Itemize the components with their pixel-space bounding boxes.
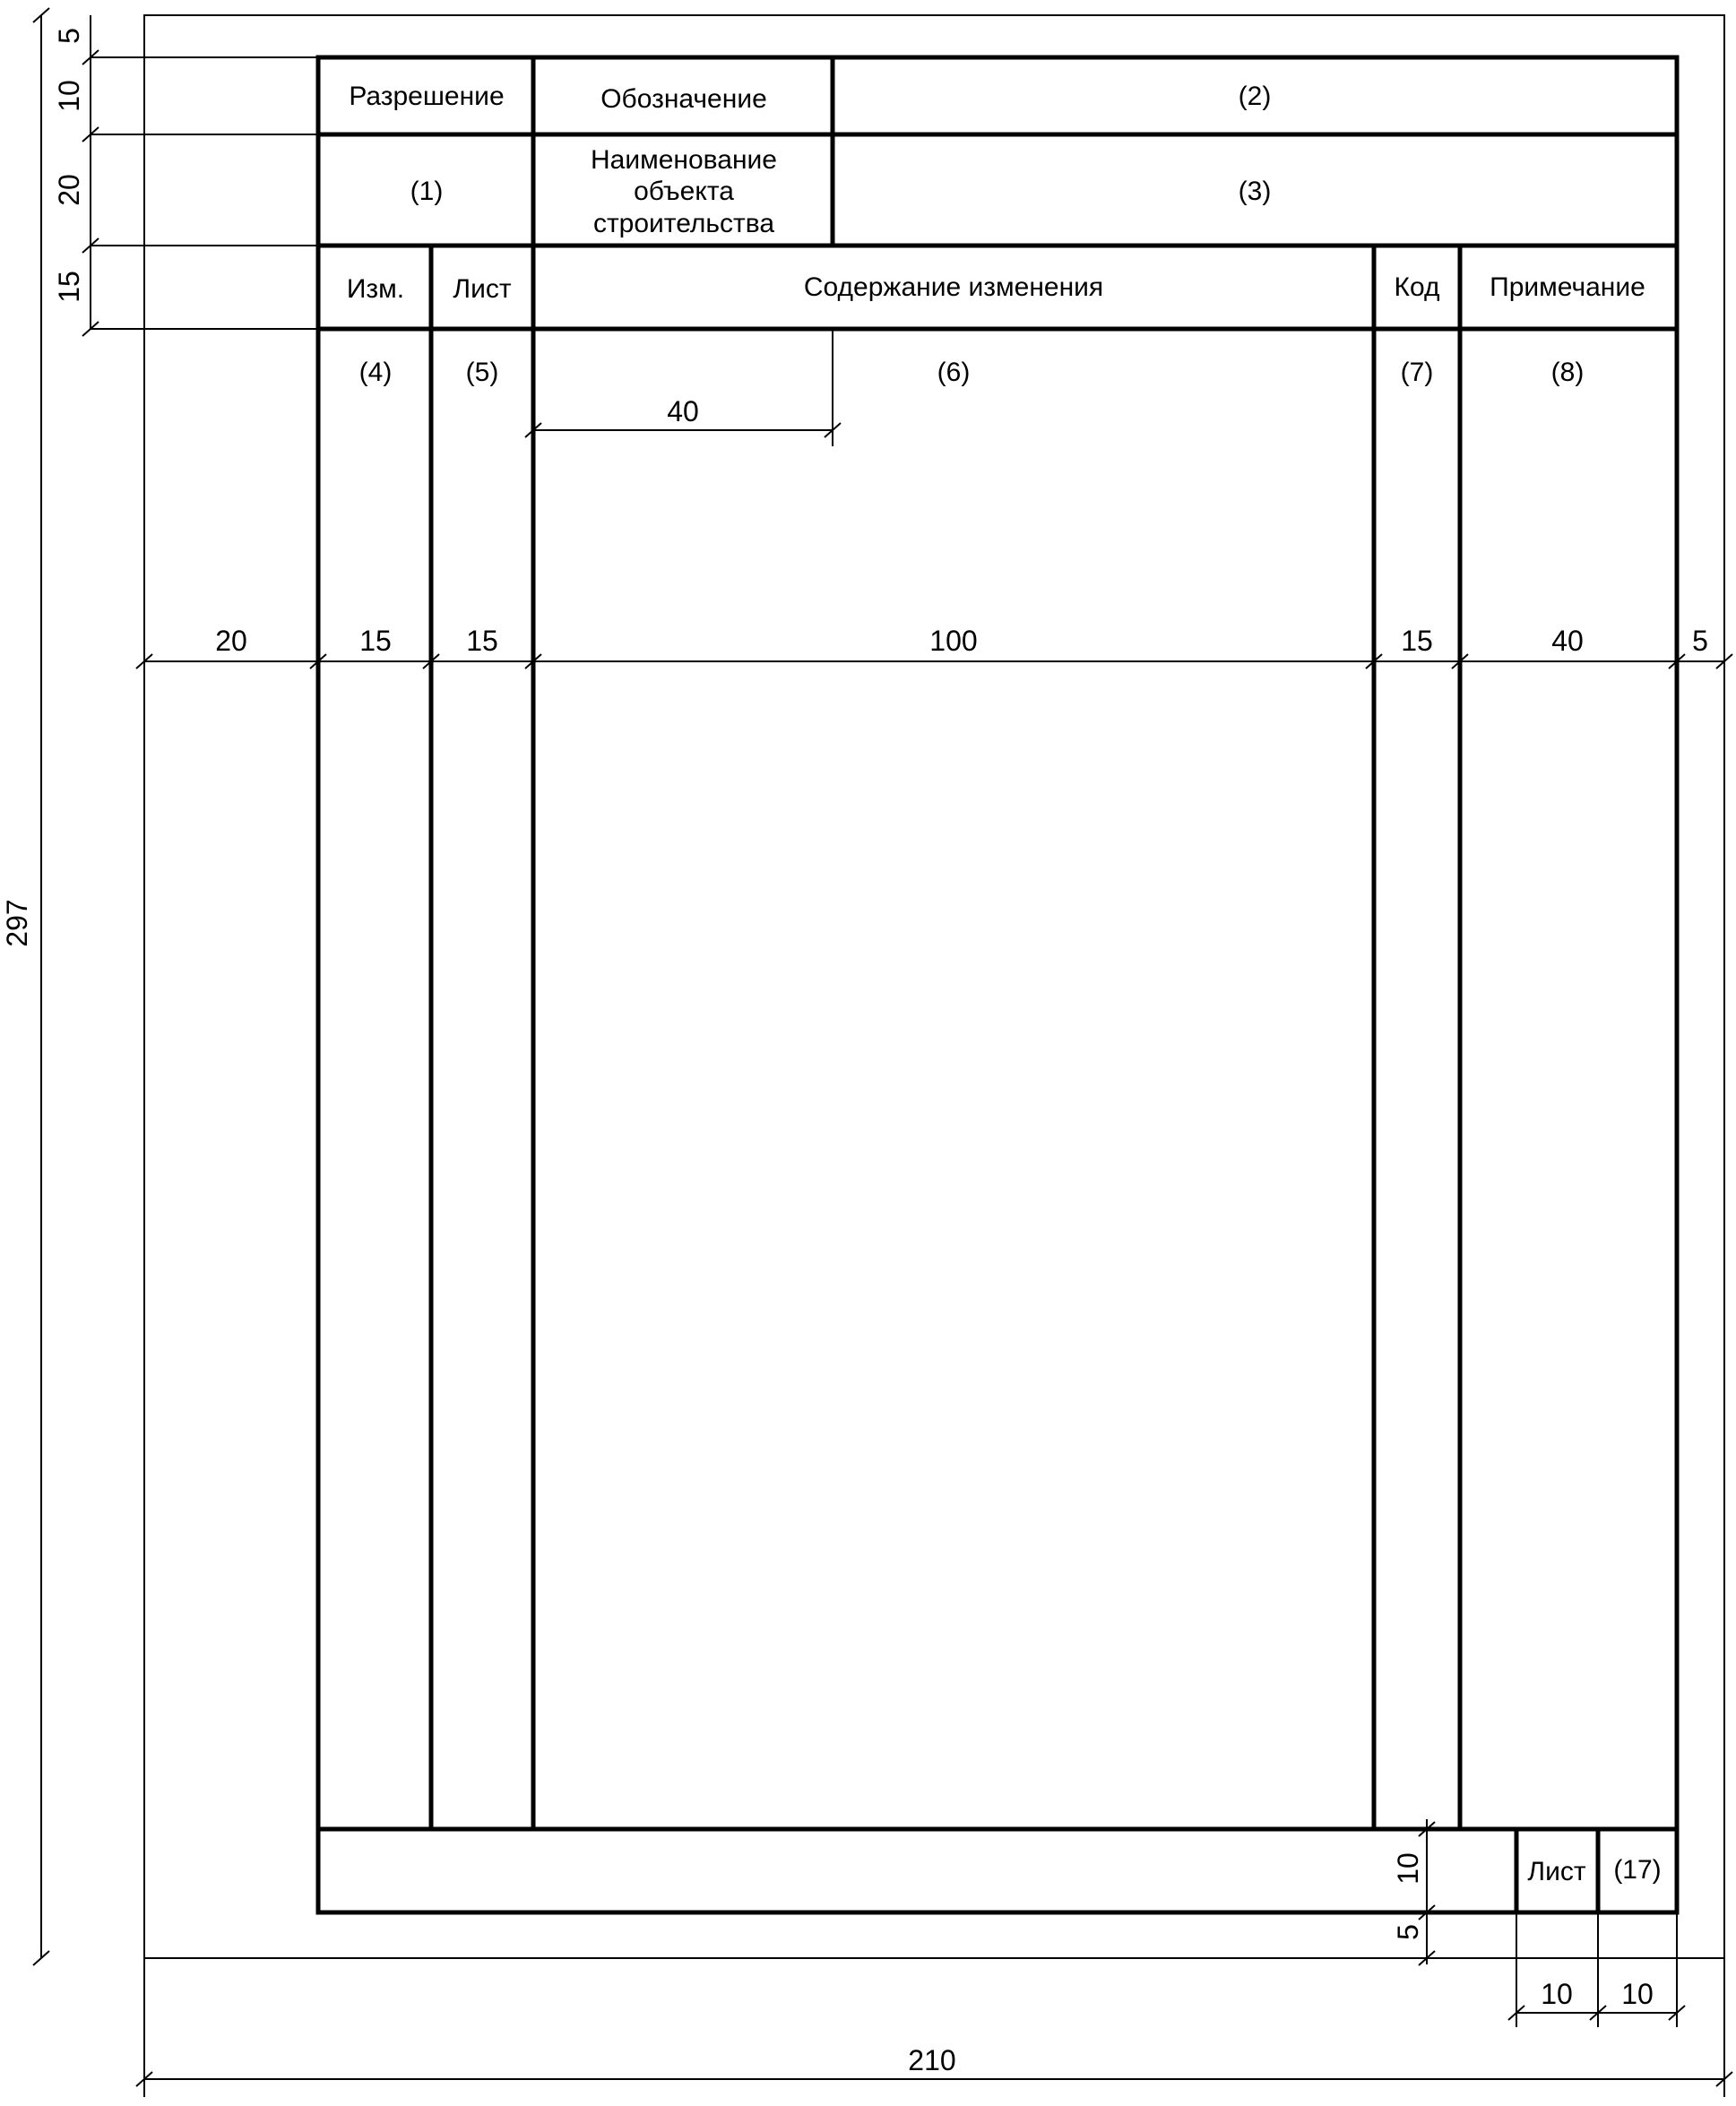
header-field-3: (3)	[1238, 177, 1272, 206]
dim-top-20: 20	[53, 174, 85, 206]
header-naimenovanie-line3: строительства	[592, 209, 775, 238]
dim-top-5: 5	[53, 28, 85, 44]
dim-left-margin-20: 20	[215, 625, 247, 657]
dim-content-100: 100	[929, 625, 978, 657]
header-razreshenie: Разрешение	[349, 82, 505, 111]
dim-list-15: 15	[466, 625, 498, 657]
dim-kod-15: 15	[1401, 625, 1433, 657]
dim-top-10: 10	[53, 80, 85, 112]
form-frame	[318, 57, 1677, 1912]
page-height-dimension	[33, 8, 49, 1965]
dim-izm-15: 15	[359, 625, 392, 657]
column-field-7: (7)	[1400, 358, 1434, 387]
header-field-2: (2)	[1238, 82, 1272, 111]
column-title-kod: Код	[1394, 272, 1440, 302]
dim-top-15: 15	[53, 271, 85, 303]
column-field-6: (6)	[937, 358, 971, 387]
column-title-list: Лист	[453, 274, 512, 304]
header-oboznachenie: Обозначение	[600, 84, 767, 114]
dim-inner-40: 40	[667, 395, 699, 427]
sheet-outline	[144, 15, 1724, 1958]
column-field-5: (5)	[465, 358, 499, 387]
header-field-1: (1)	[410, 177, 444, 206]
dim-note-40: 40	[1551, 625, 1584, 657]
dim-footer-field-10: 10	[1621, 1978, 1654, 2010]
header-naimenovanie-line2: объекта	[634, 177, 734, 206]
inner-40-dimension	[525, 329, 841, 446]
dim-footer-5: 5	[1392, 1924, 1424, 1940]
dim-page-width: 210	[908, 2044, 956, 2076]
dim-page-height: 297	[1, 899, 33, 947]
column-field-8: (8)	[1550, 358, 1585, 387]
column-title-soderzhanie: Содержание изменения	[803, 272, 1104, 302]
dim-footer-10: 10	[1392, 1852, 1424, 1885]
left-dimension-chain	[82, 15, 318, 336]
footer-horizontal-dimension	[1508, 1912, 1685, 2027]
dim-footer-sheet-10: 10	[1541, 1978, 1573, 2010]
footer-sheet-field: (17)	[1613, 1855, 1662, 1885]
column-title-izm: Изм.	[346, 274, 405, 304]
column-title-primechanie: Примечание	[1490, 272, 1645, 302]
footer-vertical-dimension	[1416, 1819, 1516, 1965]
dim-right-margin-5: 5	[1692, 625, 1708, 657]
column-field-4: (4)	[358, 358, 393, 387]
footer-sheet-label: Лист	[1527, 1857, 1586, 1886]
header-naimenovanie-line1: Наименование	[591, 145, 777, 175]
